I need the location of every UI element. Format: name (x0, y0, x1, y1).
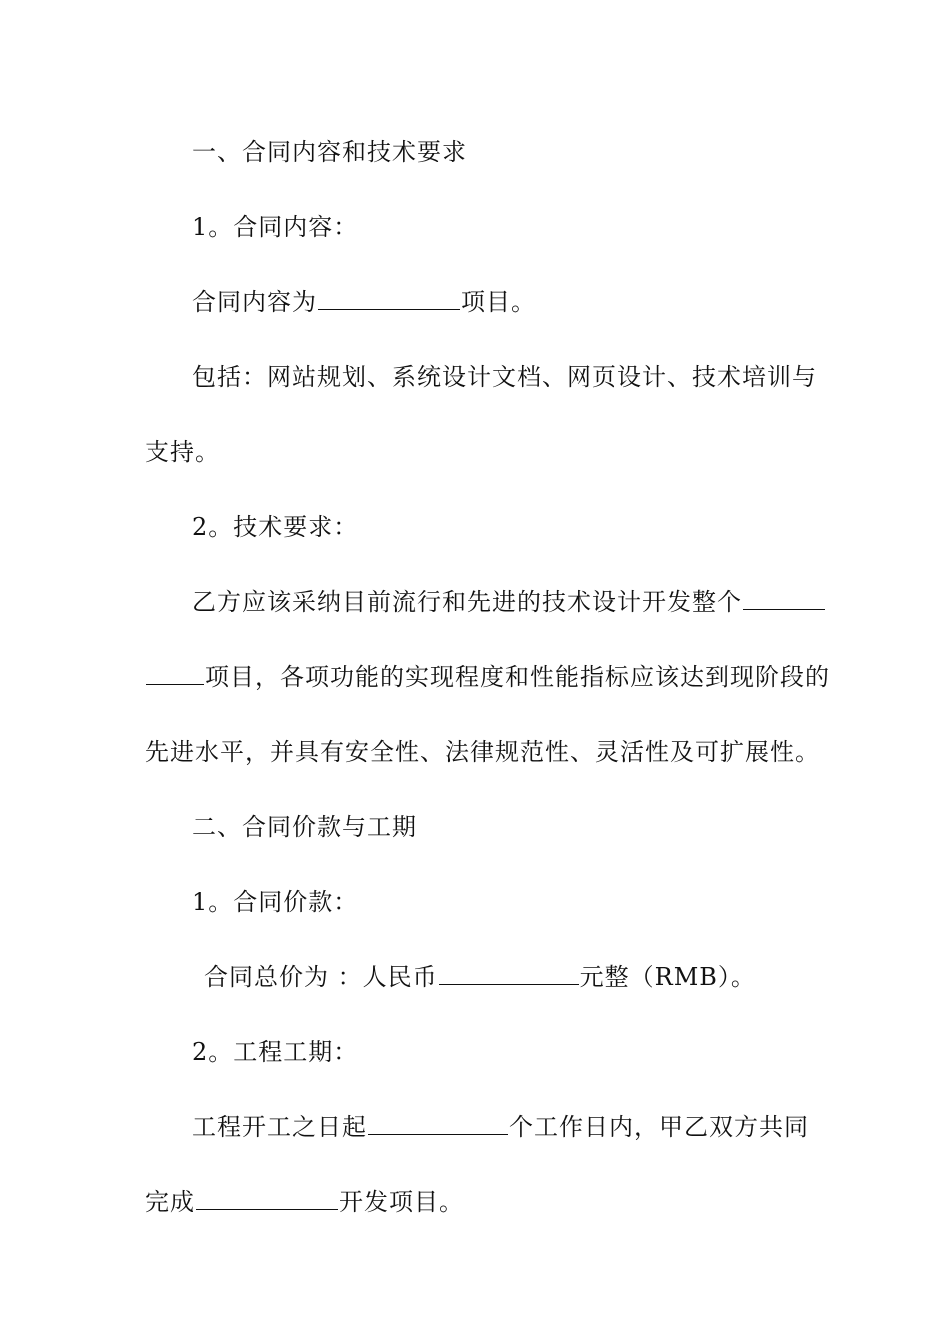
paragraph-construction-line2 (145, 1187, 464, 1217)
section-heading-contract-content: 一、合同内容和技术要求 (192, 138, 467, 166)
item-heading-contract-price: 1。合同价款： (192, 888, 359, 916)
item-heading-contract-content: 1。合同内容： (192, 213, 359, 241)
item-heading-technical-requirements: 2。技术要求： (192, 513, 359, 541)
paragraph-construction-line1 (192, 1112, 809, 1142)
technical-project-blank-part2 (146, 662, 204, 685)
paragraph-technical-line3: 先进水平，并具有安全性、法律规范性、灵活性及可扩展性。 (145, 738, 820, 766)
paragraph-technical-line1 (192, 587, 826, 617)
section-heading-price-period: 二、合同价款与工期 (192, 813, 417, 841)
item-heading-construction-period: 2。工程工期： (192, 1038, 359, 1066)
price-amount-blank (439, 962, 579, 985)
construction-line1-suffix: 个工作日内，甲乙双方共同 (509, 1113, 809, 1141)
paragraph-includes-line2: 支持。 (145, 438, 220, 466)
contract-price-prefix: 合同总价为 ：人民币 (204, 963, 438, 991)
paragraph-includes-line1: 包括：网站规划、系统设计文档、网页设计、技术培训与 (192, 363, 817, 391)
development-project-blank (196, 1187, 338, 1210)
paragraph-contract-content (192, 287, 536, 317)
project-name-blank (318, 287, 460, 310)
paragraph-contract-price (204, 962, 756, 992)
paragraph-technical-line2 (145, 662, 830, 692)
working-days-blank (368, 1112, 508, 1135)
contract-content-prefix: 合同内容为 (192, 288, 317, 316)
technical-line1-text: 乙方应该采纳目前流行和先进的技术设计开发整个 (192, 588, 742, 616)
construction-line2-suffix: 开发项目。 (339, 1188, 464, 1216)
technical-line2-text: 项目，各项功能的实现程度和性能指标应该达到现阶段的 (205, 663, 830, 691)
technical-project-blank-part1 (743, 587, 825, 610)
contract-content-suffix: 项目。 (461, 288, 536, 316)
contract-price-suffix: 元整（RMB）。 (579, 963, 756, 991)
construction-line1-prefix: 工程开工之日起 (192, 1113, 367, 1141)
construction-line2-prefix: 完成 (145, 1188, 195, 1216)
